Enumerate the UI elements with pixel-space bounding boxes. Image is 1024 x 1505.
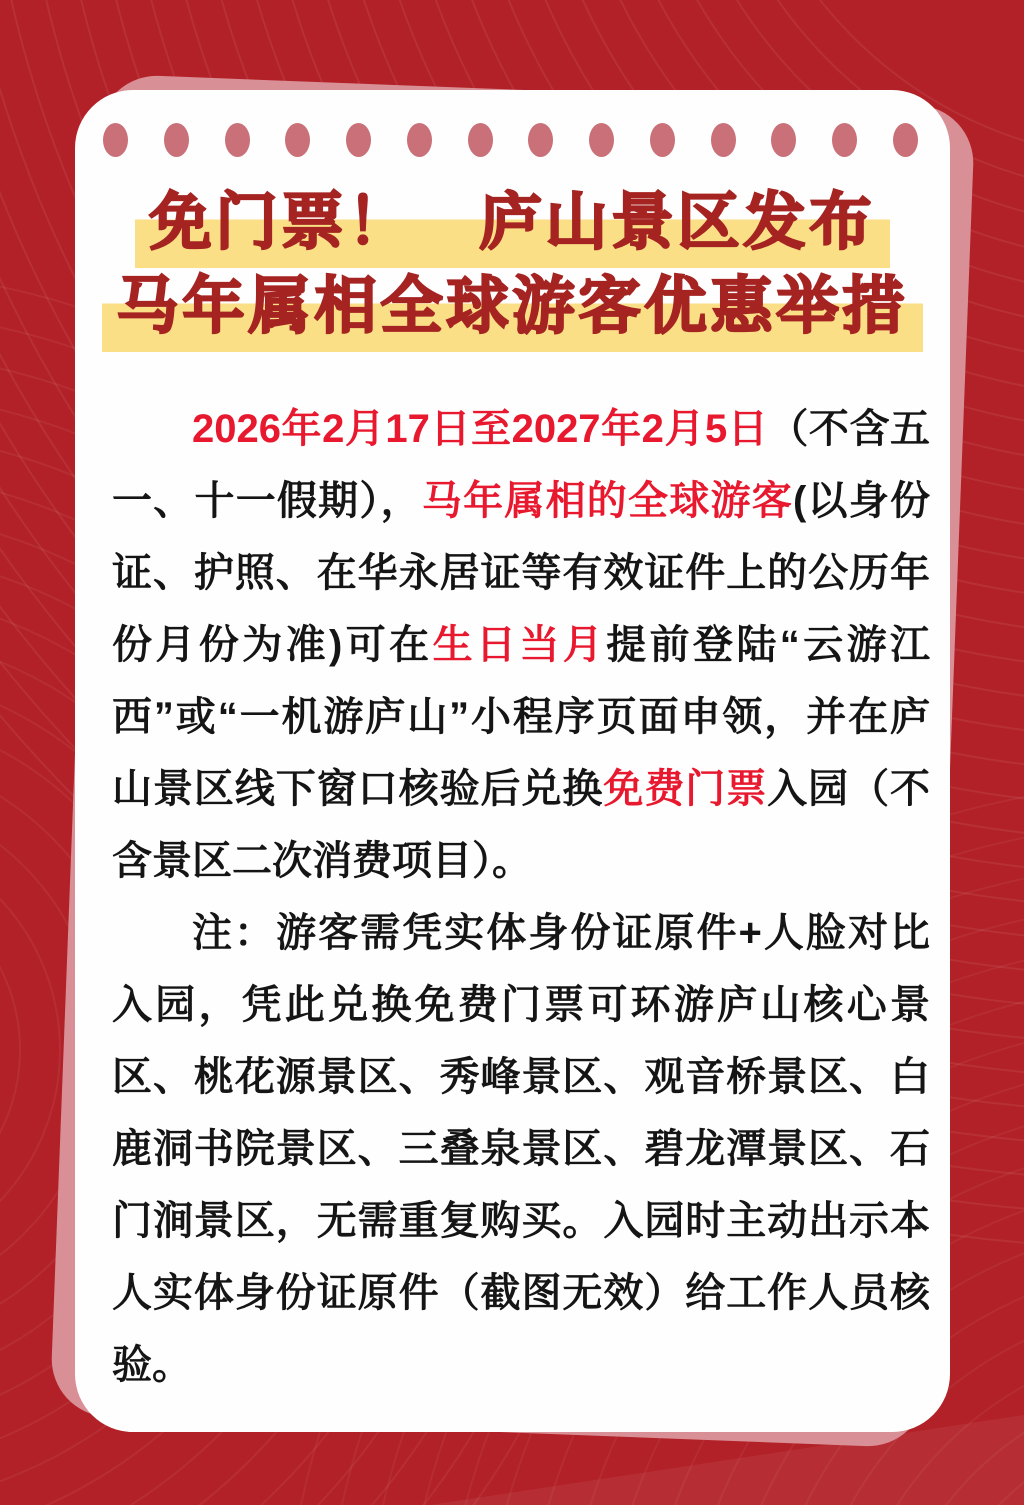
dot: [285, 123, 310, 157]
highlighted-text: 免费门票: [603, 767, 768, 811]
dot: [528, 123, 553, 157]
dot: [407, 123, 432, 157]
title-line-1: 免门票！ 庐山景区发布: [135, 184, 889, 268]
background-arc: [0, 830, 60, 1270]
dot: [468, 123, 493, 157]
announcement-card: [75, 90, 950, 1432]
dot: [650, 123, 675, 157]
dot: [346, 123, 371, 157]
body-text: （不含五一、十一假期），: [112, 407, 931, 523]
dot: [832, 123, 857, 157]
body-text: 注：游客需凭实体身份证原件+人脸对比入园，凭此兑换免费门票可环游庐山核心景区、桃花源景区、秀峰景区、观音桥景区、白鹿洞书院景区、三叠泉景区、碧龙潭景区、石门涧景区，无需重复购买。入园时主动出示本人实体身份证原件（截图无效）给工作人员核验。: [112, 911, 930, 1387]
body-text: (以身份证、护照、在华永居证等有效证件上的公历年份月份为准)可在: [112, 479, 931, 667]
dot: [225, 123, 250, 157]
paragraph: [112, 897, 930, 1401]
highlighted-text: 2026年2月17日至2027年2月5日: [192, 407, 769, 451]
perforation-dots: [103, 122, 918, 158]
dot: [771, 123, 796, 157]
highlighted-text: 生日当月: [432, 623, 607, 667]
title-line-2: 马年属相全球游客优惠举措: [102, 268, 922, 352]
dot: [711, 123, 736, 157]
title-line-2-wrap: [75, 268, 950, 352]
highlighted-text: 马年属相的全球游客: [421, 479, 793, 523]
dot: [103, 123, 128, 157]
announcement-body: [112, 393, 930, 1401]
dot: [589, 123, 614, 157]
body-text: 入园（不含景区二次消费项目）。: [112, 767, 931, 883]
body-text: 提前登陆“云游江西”或“一机游庐山”小程序页面申领，并在庐山景区线下窗口核验后兑换: [112, 623, 931, 811]
paragraph: [112, 393, 930, 897]
dot: [164, 123, 189, 157]
title-line-1-wrap: [75, 184, 950, 268]
poster-title: [75, 184, 950, 352]
dot: [893, 123, 918, 157]
background-arc: [0, 870, 20, 1230]
